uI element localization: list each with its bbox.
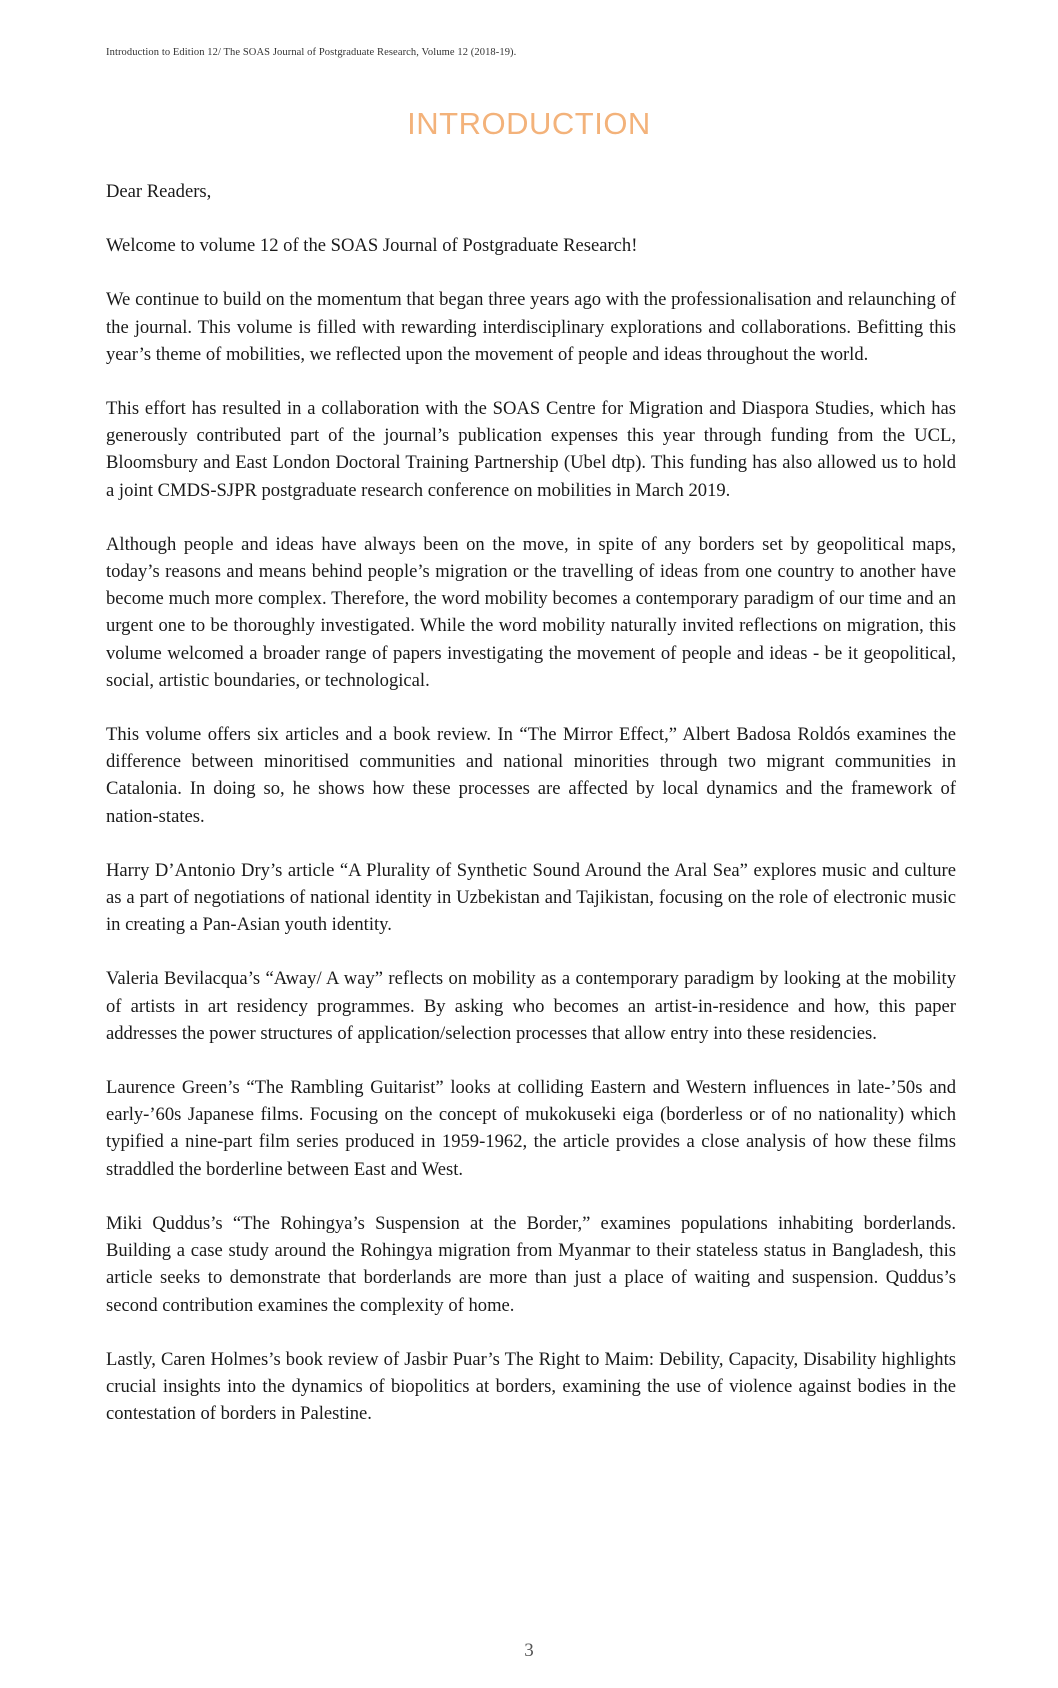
paragraph-rohingya: Miki Quddus’s “The Rohingya’s Suspension at the Border,” examines populations inhabiting borderlands. Building a case study around the Rohingya migration from Myanmar to their stateless status in Bangladesh, this article seeks to demonstrate that borderlands are more than just a place of waiting and suspension. Quddus’s second contribution examines the complexity of home. <box>106 1212 956 1316</box>
paragraph-momentum: We continue to build on the momentum that began three years ago with the professionalisation and relaunching of the journal. This volume is filled with rewarding interdisciplinary explorations and collaborations. Befitting this year’s theme of mobilities, we reflected upon the movement of people and ideas throughout the world. <box>106 289 956 365</box>
salutation: Dear Readers, <box>106 181 212 202</box>
paragraph-rambling-guitarist: Laurence Green’s “The Rambling Guitarist” looks at colliding Eastern and Western influences in late-’50s and early-’60s Japanese films. Focusing on the concept of mukokuseki eiga (borderless or of no nationality) which typified a nine-part film series produced in 1959-1962, the article provides a close analysis of how these films straddled the borderline between East and West. <box>106 1077 956 1180</box>
paragraph-mobility-theme: Although people and ideas have always been on the move, in spite of any borders set by geopolitical maps, today’s reasons and means behind people’s migration or the travelling of ideas from one country to another have become much more complex. Therefore, the word mobility becomes a contemporary paradigm of our time and an urgent one to be thoroughly investigated. While the word mobility naturally invited reflections on migration, this volume welcomed a broader range of papers investigating the movement of people and ideas - be it geopolitical, social, artistic boundaries, or technological. <box>106 533 956 691</box>
body-text <box>106 178 956 1454</box>
paragraph-mirror-effect: This volume offers six articles and a book review. In “The Mirror Effect,” Albert Badosa Roldós examines the difference between minoritised communities and national minorities through two migrant communities in Catalonia. In doing so, he shows how these processes are affected by local dynamics and the framework of nation-states. <box>106 724 956 827</box>
running-header: Introduction to Edition 12/ The SOAS Journal of Postgraduate Research, Volume 12 (2018-19). <box>106 47 517 58</box>
paragraph-collaboration: This effort has resulted in a collaboration with the SOAS Centre for Migration and Diaspora Studies, which has generously contributed part of the journal’s publication expenses this year through funding from the UCL, Bloomsbury and East London Doctoral Training Partnership (Ubel dtp). This funding has also allowed us to hold a joint CMDS-SJPR postgraduate research conference on mobilities in March 2019. <box>106 398 956 501</box>
page-number: 3 <box>524 1640 534 1661</box>
paragraph-aral-sea: Harry D’Antonio Dry’s article “A Plurality of Synthetic Sound Around the Aral Sea” explores music and culture as a part of negotiations of national identity in Uzbekistan and Tajikistan, focusing on the role of electronic music in creating a Pan-Asian youth identity. <box>106 859 956 936</box>
page-title: INTRODUCTION <box>407 106 651 141</box>
paragraph-welcome: Welcome to volume 12 of the SOAS Journal of Postgraduate Research! <box>106 235 638 257</box>
paragraph-away-a-way: Valeria Bevilacqua’s “Away/ A way” reflects on mobility as a contemporary paradigm by looking at the mobility of artists in art residency programmes. By asking who becomes an artist-in-residence and how, this paper addresses the power structures of application/selection processes that allow entry into these residencies. <box>106 968 956 1044</box>
paragraph-book-review: Lastly, Caren Holmes’s book review of Jasbir Puar’s The Right to Maim: Debility, Capacity, Disability highlights crucial insights into the dynamics of biopolitics at borders, examining the use of violence against bodies in the contestation of borders in Palestine. <box>106 1348 956 1425</box>
